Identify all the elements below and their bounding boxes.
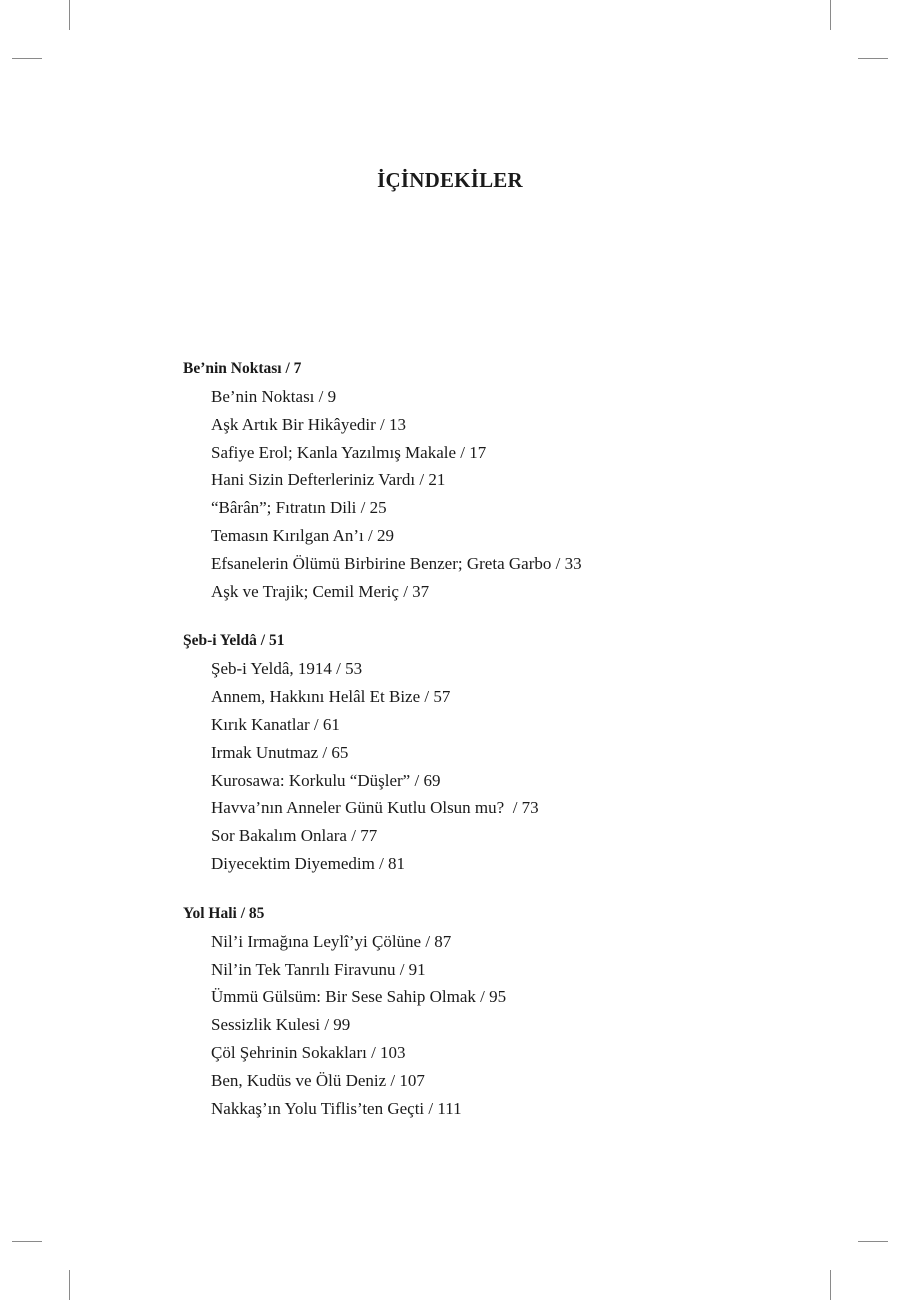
crop-mark-left-top [12, 58, 42, 59]
toc-entry: Şeb-i Yeldâ, 1914 / 53 [211, 659, 363, 679]
toc-entry: Sor Bakalım Onlara / 77 [211, 826, 378, 846]
toc-entry: Be’nin Noktası / 9 [211, 387, 337, 406]
toc-entry: Safiye Erol; Kanla Yazılmış Makale / 17 [211, 442, 487, 462]
toc-entry: Kırık Kanatlar / 61 [211, 714, 340, 734]
toc-entry: “Bârân”; Fıtratın Dili / 25 [211, 498, 387, 518]
toc-section [183, 355, 823, 605]
toc-entry: Kurosawa: Korkulu “Düşler” / 69 [211, 770, 441, 790]
section-title: Şeb-i Yeldâ / 51 [183, 632, 285, 650]
toc-entry: Ümmü Gülsüm: Bir Sese Sahip Olmak / 95 [211, 987, 507, 1007]
toc-entry: Havva’nın Anneler Günü Kutlu Olsun mu? / 73 [211, 798, 539, 818]
toc-entry: Nil’in Tek Tanrılı Firavunu / 91 [211, 959, 426, 979]
crop-mark-left-bottom [12, 1241, 42, 1242]
toc-entry: Diyecektim Diyemedim / 81 [211, 853, 406, 873]
crop-mark-top-right [830, 0, 831, 30]
toc-entry: Hani Sizin Defterleriniz Vardı / 21 [211, 470, 446, 490]
toc-entry: Aşk Artık Bir Hikâyedir / 13 [211, 414, 407, 434]
toc-entry: Nakkaş’ın Yolu Tiflis’ten Geçti / 111 [211, 1098, 462, 1118]
toc-entry: Efsanelerin Ölümü Birbirine Benzer; Greta Garbo / 33 [211, 553, 582, 573]
toc-entry: Çöl Şehrinin Sokakları / 103 [211, 1042, 406, 1062]
section-title: Yol Hali / 85 [183, 904, 265, 922]
toc-entry: Temasın Kırılgan An’ı / 29 [211, 525, 394, 545]
toc-entry: Ben, Kudüs ve Ölü Deniz / 107 [211, 1070, 425, 1090]
crop-mark-bottom-left [69, 1270, 70, 1300]
toc-section [183, 900, 823, 1123]
section-title: Be’nin Noktası / 7 [183, 360, 302, 377]
toc-section [183, 627, 823, 877]
crop-mark-right-bottom [858, 1241, 888, 1242]
crop-mark-right-top [858, 58, 888, 59]
toc-entry: Irmak Unutmaz / 65 [211, 742, 349, 762]
toc-entry: Aşk ve Trajik; Cemil Meriç / 37 [211, 581, 430, 601]
page-title: İÇİNDEKİLER [377, 168, 523, 192]
table-of-contents [183, 355, 823, 1144]
crop-mark-bottom-right [830, 1270, 831, 1300]
toc-entry: Sessizlik Kulesi / 99 [211, 1015, 351, 1035]
toc-entry: Nil’i Irmağına Leylî’yi Çölüne / 87 [211, 931, 452, 951]
crop-mark-top-left [69, 0, 70, 30]
toc-entry: Annem, Hakkını Helâl Et Bize / 57 [211, 687, 451, 707]
